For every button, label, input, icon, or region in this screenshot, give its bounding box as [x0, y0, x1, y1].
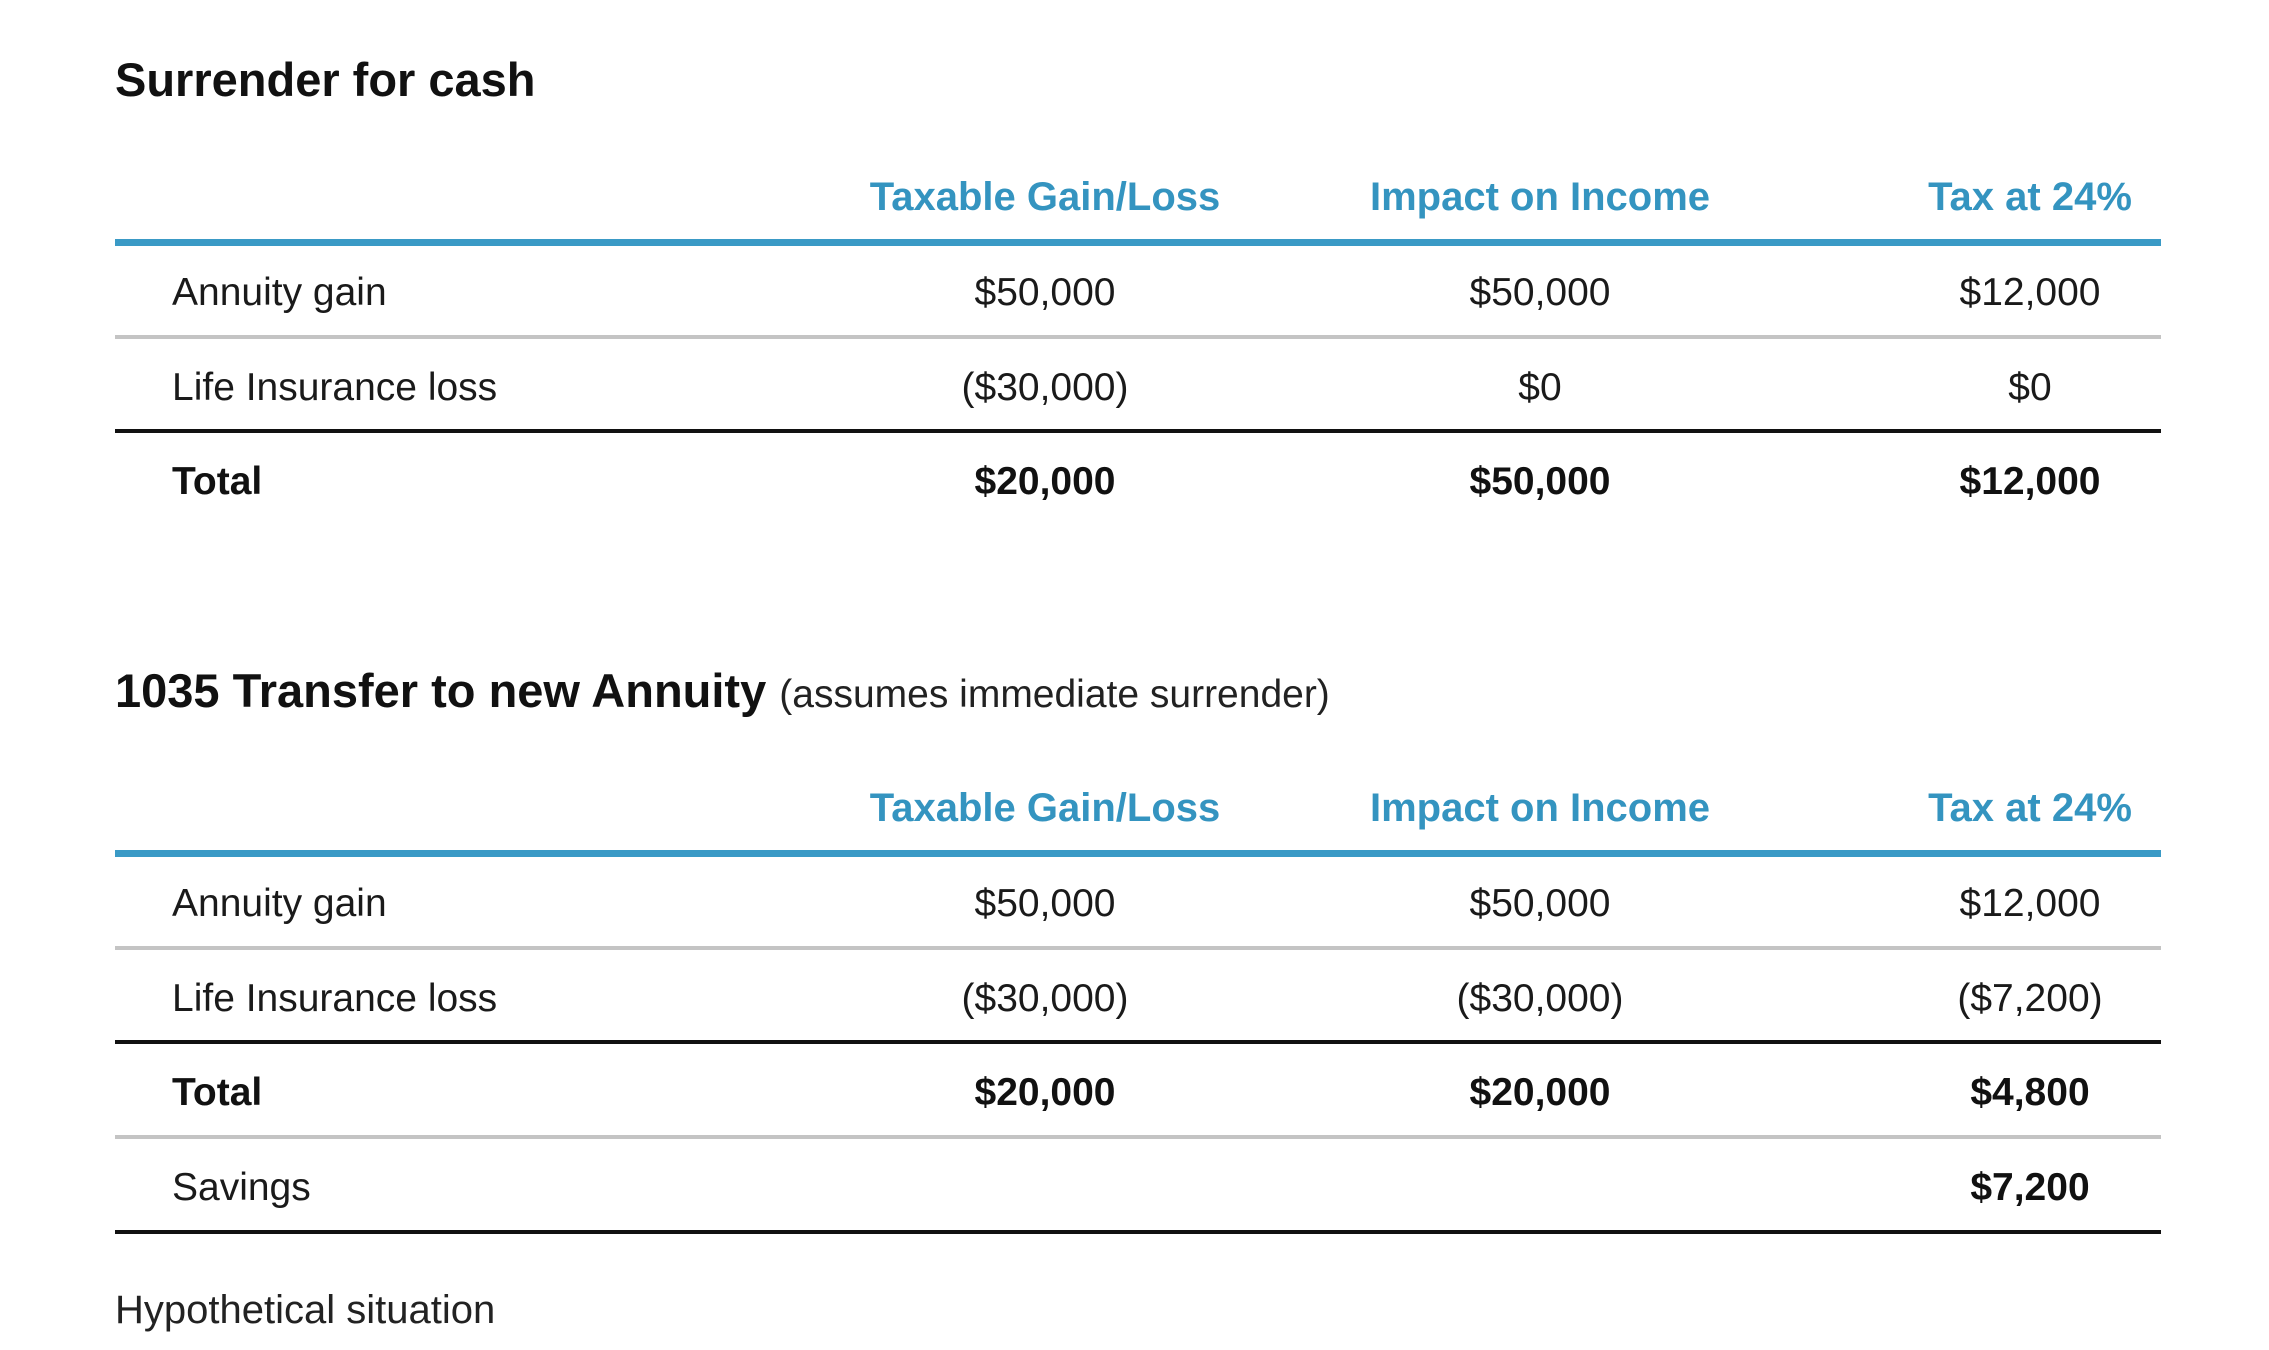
table-header-row	[115, 150, 2161, 244]
header-tax-at-24: Tax at 24%	[1928, 174, 2132, 219]
section2-subtitle: (assumes immediate surrender)	[779, 673, 1330, 716]
tax-total: $4,800	[1970, 1071, 2090, 1114]
table-bottom-rule	[115, 1230, 2161, 1234]
tax-value: $12,000	[1959, 271, 2101, 314]
total-divider	[115, 1040, 2161, 1044]
impact-on-income-value: $50,000	[1469, 271, 1611, 314]
impact-on-income-value: ($30,000)	[1456, 977, 1624, 1020]
savings-row	[115, 1141, 2161, 1235]
impact-on-income-total: $20,000	[1469, 1071, 1611, 1114]
row-label: Savings	[172, 1166, 311, 1209]
row-label: Total	[172, 1071, 263, 1114]
row-divider	[115, 335, 2161, 339]
taxable-gain-loss-value: ($30,000)	[961, 366, 1129, 409]
total-row	[115, 435, 2161, 529]
row-divider	[115, 946, 2161, 950]
row-label: Life Insurance loss	[172, 977, 498, 1020]
taxable-gain-loss-value: $50,000	[974, 882, 1116, 925]
impact-on-income-value: $0	[1518, 366, 1562, 409]
section1-title-text: Surrender for cash	[115, 53, 536, 106]
section2-title	[115, 664, 1330, 717]
table-row	[115, 341, 2161, 435]
header-tax-at-24: Tax at 24%	[1928, 785, 2132, 830]
tax-value: $12,000	[1959, 882, 2101, 925]
row-label: Total	[172, 460, 263, 503]
taxable-gain-loss-total: $20,000	[974, 460, 1116, 503]
footnote: Hypothetical situation	[115, 1288, 496, 1332]
section2-title-text: 1035 Transfer to new Annuity	[115, 664, 767, 717]
header-impact-on-income: Impact on Income	[1369, 785, 1711, 830]
row-divider	[115, 1135, 2161, 1139]
savings-value: $7,200	[1970, 1166, 2090, 1209]
row-label: Annuity gain	[172, 271, 387, 314]
header-impact-on-income: Impact on Income	[1369, 174, 1711, 219]
tax-value: $0	[2008, 366, 2052, 409]
row-label: Life Insurance loss	[172, 366, 498, 409]
table-header-row	[115, 761, 2161, 855]
section1-title	[115, 53, 536, 106]
taxable-gain-loss-total: $20,000	[974, 1071, 1116, 1114]
total-row	[115, 1046, 2161, 1140]
row-label: Annuity gain	[172, 882, 387, 925]
header-taxable-gain-loss: Taxable Gain/Loss	[869, 785, 1221, 830]
taxable-gain-loss-value: ($30,000)	[961, 977, 1129, 1020]
table-row	[115, 246, 2161, 340]
total-divider	[115, 429, 2161, 433]
table-row	[115, 857, 2161, 951]
tax-total: $12,000	[1959, 460, 2101, 503]
header-divider	[115, 850, 2161, 857]
impact-on-income-value: $50,000	[1469, 882, 1611, 925]
header-divider	[115, 239, 2161, 246]
table-row	[115, 952, 2161, 1046]
header-taxable-gain-loss: Taxable Gain/Loss	[869, 174, 1221, 219]
taxable-gain-loss-value: $50,000	[974, 271, 1116, 314]
tax-value: ($7,200)	[1957, 977, 2103, 1020]
impact-on-income-total: $50,000	[1469, 460, 1611, 503]
